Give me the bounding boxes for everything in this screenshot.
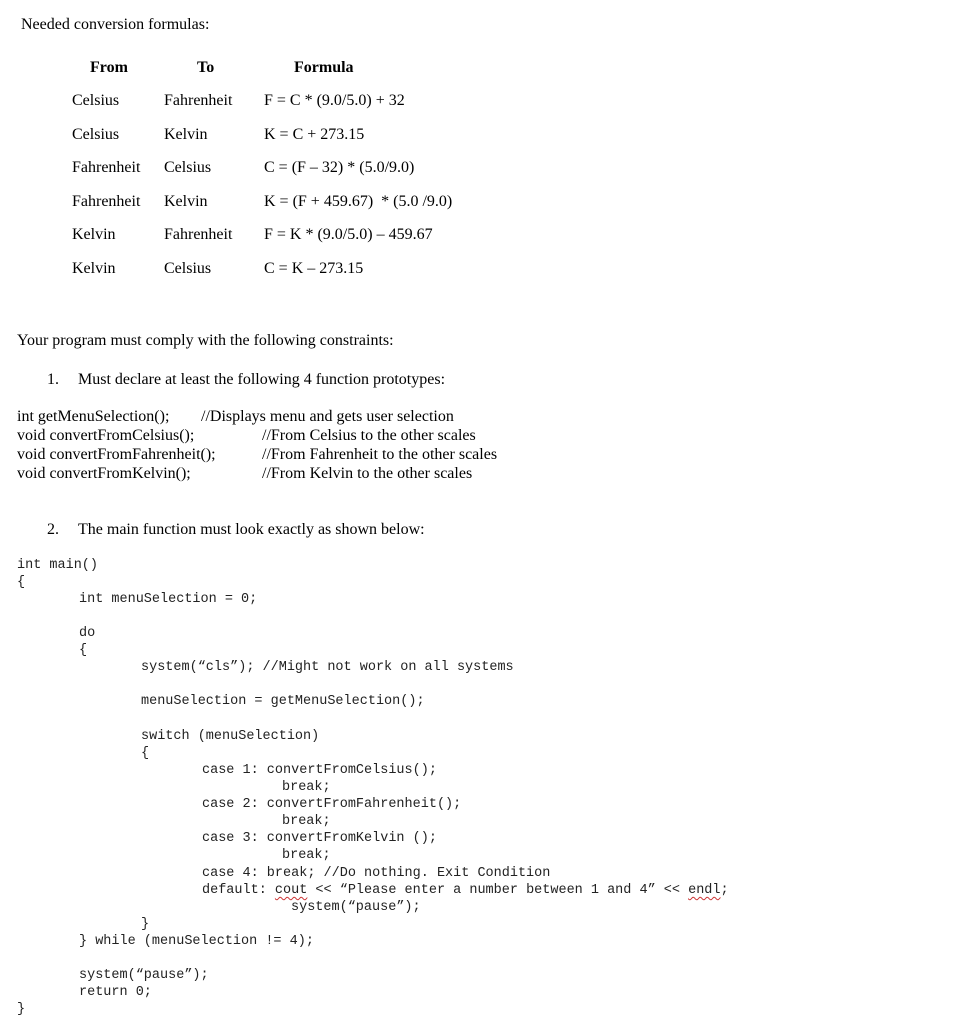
- cell-from: Kelvin: [72, 226, 116, 243]
- code-line: {: [79, 643, 88, 658]
- cell-from: Fahrenheit: [72, 193, 141, 210]
- list-item-1-text: Must declare at least the following 4 function prototypes:: [78, 371, 446, 388]
- cell-to: Celsius: [164, 159, 212, 176]
- cell-formula: C = K – 273.15: [264, 260, 364, 277]
- code-line: {: [17, 575, 26, 590]
- code-line: return 0;: [79, 985, 152, 1000]
- code-line: int main(): [17, 558, 99, 573]
- constraints-heading: Your program must comply with the following constraints:: [17, 332, 394, 349]
- cell-from: Kelvin: [72, 260, 116, 277]
- code-line: case 4: break; //Do nothing. Exit Condition: [202, 866, 551, 881]
- cell-formula: F = K * (9.0/5.0) – 459.67: [264, 226, 433, 243]
- cell-to: Fahrenheit: [164, 226, 233, 243]
- code-line: case 2: convertFromFahrenheit();: [202, 797, 462, 812]
- list-item-2-text: The main function must look exactly as shown below:: [78, 521, 425, 538]
- cell-formula: K = C + 273.15: [264, 126, 365, 143]
- cell-from: Celsius: [72, 92, 120, 109]
- prototype-comment: //Displays menu and gets user selection: [201, 408, 454, 425]
- code-line: do: [79, 626, 96, 641]
- code-line: system(“pause”);: [79, 968, 209, 983]
- prototype-decl: void convertFromKelvin();: [17, 465, 191, 482]
- prototype-comment: //From Kelvin to the other scales: [262, 465, 473, 482]
- list-number-1: 1.: [47, 371, 59, 388]
- prototype-decl: void convertFromCelsius();: [17, 427, 195, 444]
- code-line: }: [17, 1002, 26, 1017]
- code-line: system(“pause”);: [291, 900, 421, 915]
- list-number-2: 2.: [47, 521, 59, 538]
- code-cout: cout: [274, 883, 308, 898]
- intro-text: Needed conversion formulas:: [21, 16, 210, 33]
- prototype-comment: //From Fahrenheit to the other scales: [262, 446, 498, 463]
- code-line: system(“cls”); //Might not work on all systems: [141, 660, 514, 675]
- prototype-comment: //From Celsius to the other scales: [262, 427, 476, 444]
- prototype-decl: void convertFromFahrenheit();: [17, 446, 216, 463]
- table-header-to: To: [197, 59, 215, 76]
- cell-to: Celsius: [164, 260, 212, 277]
- code-keyword-default: default:: [202, 883, 275, 898]
- code-line: int menuSelection = 0;: [79, 592, 258, 607]
- code-semicolon: ;: [720, 883, 729, 898]
- cell-formula: F = C * (9.0/5.0) + 32: [264, 92, 405, 109]
- prototype-decl: int getMenuSelection();: [17, 408, 170, 425]
- table-header-from: From: [90, 59, 128, 76]
- cell-to: Kelvin: [164, 126, 208, 143]
- code-line: } while (menuSelection != 4);: [79, 934, 314, 949]
- code-line: case 3: convertFromKelvin ();: [202, 831, 437, 846]
- code-line: switch (menuSelection): [141, 729, 320, 744]
- code-endl: endl: [688, 883, 721, 898]
- code-line: break;: [282, 780, 331, 795]
- cell-to: Kelvin: [164, 193, 208, 210]
- code-line: break;: [282, 814, 331, 829]
- code-line-default: [202, 883, 729, 898]
- code-line: case 1: convertFromCelsius();: [202, 763, 437, 778]
- code-line: break;: [282, 848, 331, 863]
- cell-formula: K = (F + 459.67) * (5.0 /9.0): [264, 193, 453, 210]
- code-message: << “Please enter a number between 1 and 4” <<: [307, 883, 689, 898]
- code-line: {: [141, 746, 150, 761]
- table-header-formula: Formula: [294, 59, 354, 76]
- cell-from: Fahrenheit: [72, 159, 141, 176]
- cell-formula: C = (F – 32) * (5.0/9.0): [264, 159, 415, 176]
- code-line: }: [141, 917, 150, 932]
- cell-from: Celsius: [72, 126, 120, 143]
- code-line: menuSelection = getMenuSelection();: [141, 694, 425, 709]
- cell-to: Fahrenheit: [164, 92, 233, 109]
